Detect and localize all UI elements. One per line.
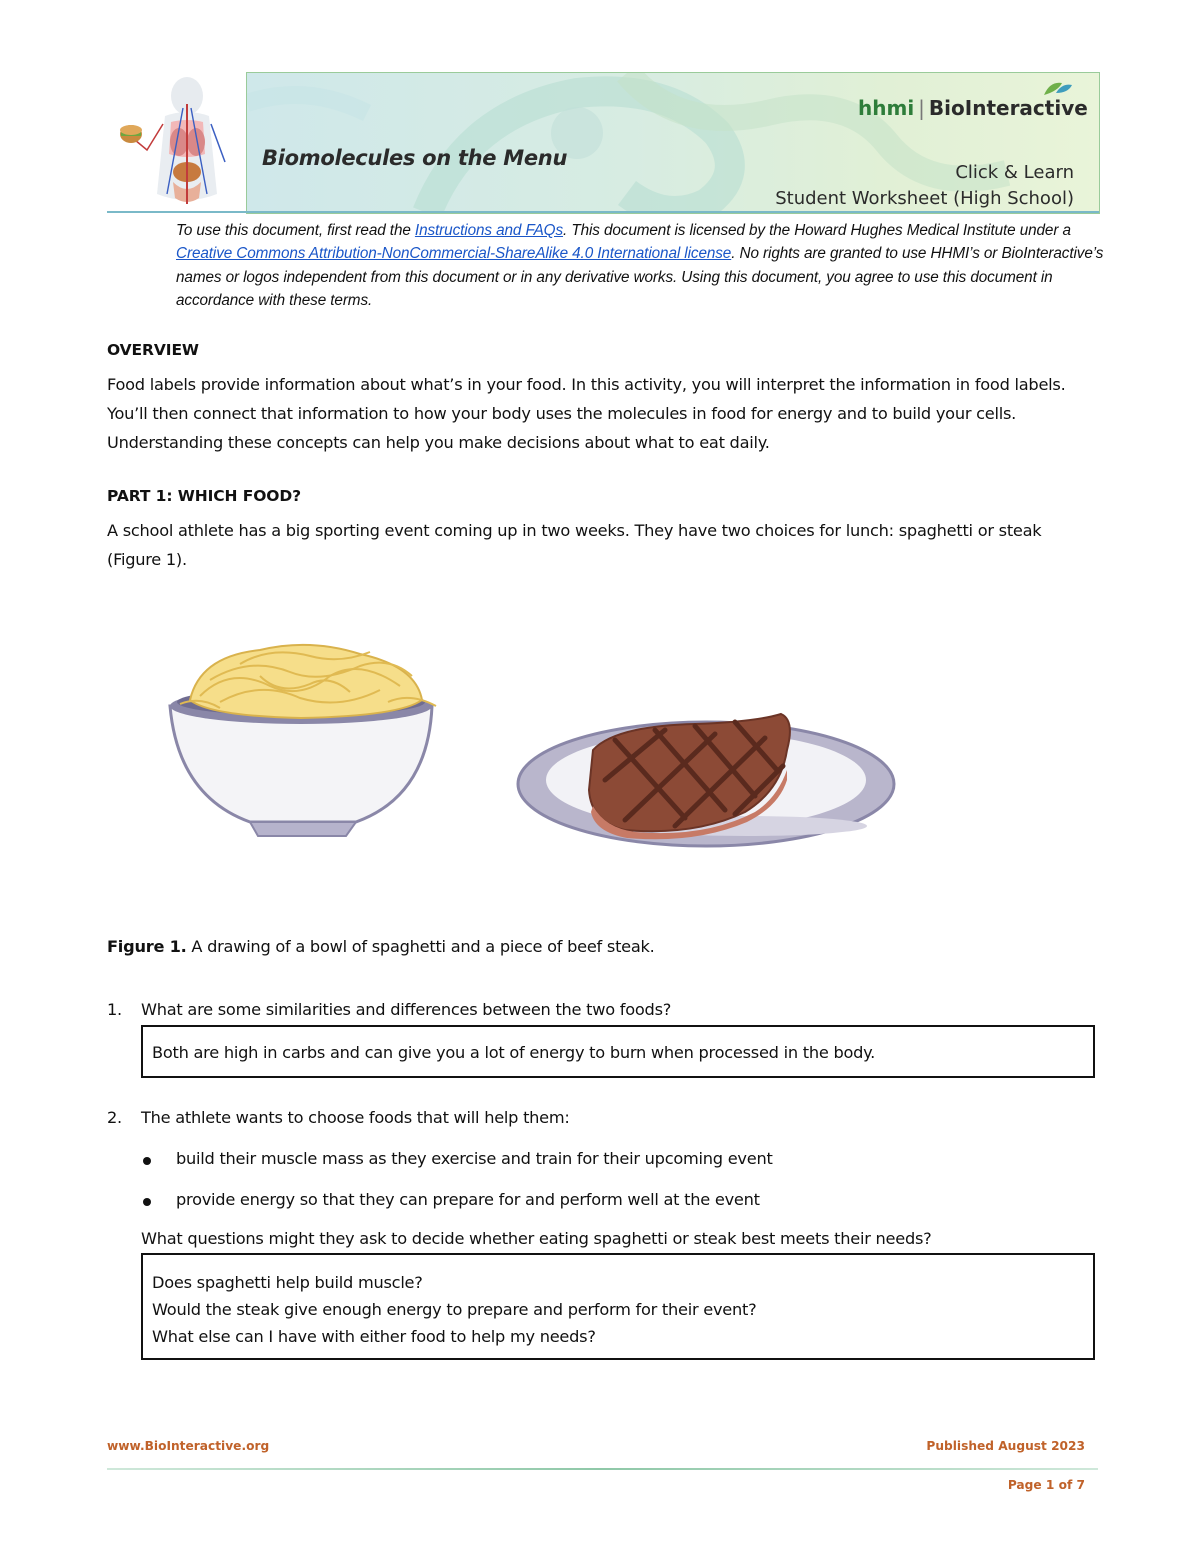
header-rule bbox=[107, 211, 1099, 213]
document-title: Biomolecules on the Menu bbox=[262, 146, 568, 170]
figure-caption bbox=[107, 937, 655, 956]
figure-caption-text: A drawing of a bowl of spaghetti and a piece of beef steak. bbox=[186, 937, 655, 956]
question-2-text: The athlete wants to choose foods that will help them: bbox=[141, 1108, 570, 1127]
creative-commons-license-link[interactable]: Creative Commons Attribution-NonCommercial-ShareAlike 4.0 International license bbox=[176, 245, 732, 263]
question-1-text: What are some similarities and differences between the two foods? bbox=[141, 1000, 672, 1019]
answer-line: Both are high in carbs and can give you a lot of energy to burn when processed in the body. bbox=[152, 1043, 876, 1062]
footer-rule bbox=[107, 1468, 1098, 1470]
website-link[interactable]: www.BioInteractive.org bbox=[107, 1439, 270, 1453]
license-text-3: . No rights are granted to use HHMI’s or BioInteractive’s names or logos independent from this document or in any derivative works. Using this document, you agree to use this document in accordance with these terms. bbox=[176, 245, 1104, 310]
spaghetti-bowl-illustration bbox=[160, 636, 440, 846]
brand-separator: | bbox=[918, 96, 925, 120]
hhmi-logo-text: hhmi bbox=[858, 96, 915, 120]
question-1-answer-box[interactable] bbox=[141, 1025, 1095, 1078]
bullet-item-muscle: build their muscle mass as they exercise and train for their upcoming event bbox=[176, 1149, 773, 1168]
license-notice bbox=[176, 219, 1106, 313]
steak-plate-illustration bbox=[515, 710, 900, 850]
question-2-number: 2. bbox=[107, 1108, 122, 1127]
instructions-faqs-link[interactable]: Instructions and FAQs bbox=[414, 222, 564, 239]
resource-type: Click & Learn bbox=[955, 162, 1074, 183]
question-2-followup: What questions might they ask to decide whether eating spaghetti or steak best meets their needs? bbox=[141, 1229, 932, 1248]
question-1-number: 1. bbox=[107, 1000, 122, 1019]
license-text-1: To use this document, first read the bbox=[176, 222, 415, 239]
license-text-2: . This document is licensed by the Howard Hughes Medical Institute under a bbox=[563, 222, 1071, 239]
anatomy-illustration bbox=[107, 74, 247, 214]
biointeractive-logo-text: BioInteractive bbox=[928, 96, 1088, 120]
overview-heading: OVERVIEW bbox=[107, 341, 199, 359]
answer-line: Does spaghetti help build muscle? bbox=[152, 1273, 423, 1292]
bullet-icon bbox=[143, 1198, 151, 1206]
overview-paragraph: Food labels provide information about what’s in your food. In this activity, you will interpret the information in food labels. You’ll then connect that information to how your body uses the molecules in food for energy and to build your cells. Understanding these concepts can help you make decisions about what to eat daily. bbox=[107, 375, 1066, 452]
published-date: Published August 2023 bbox=[926, 1439, 1085, 1453]
bullet-item-energy: provide energy so that they can prepare for and perform well at the event bbox=[176, 1190, 760, 1209]
answer-line: Would the steak give enough energy to prepare and perform for their event? bbox=[152, 1300, 757, 1319]
bullet-icon bbox=[143, 1157, 151, 1165]
page-number: Page 1 of 7 bbox=[1007, 1478, 1085, 1492]
part1-paragraph: A school athlete has a big sporting event coming up in two weeks. They have two choices for lunch: spaghetti or steak (Figure 1). bbox=[107, 521, 1042, 569]
brand-logo bbox=[858, 96, 1088, 120]
worksheet-type: Student Worksheet (High School) bbox=[775, 188, 1074, 209]
question-2-answer-box[interactable] bbox=[141, 1253, 1095, 1360]
part1-heading: PART 1: WHICH FOOD? bbox=[107, 487, 301, 505]
figure-label: Figure 1. bbox=[107, 937, 187, 956]
answer-line: What else can I have with either food to help my needs? bbox=[152, 1327, 596, 1346]
